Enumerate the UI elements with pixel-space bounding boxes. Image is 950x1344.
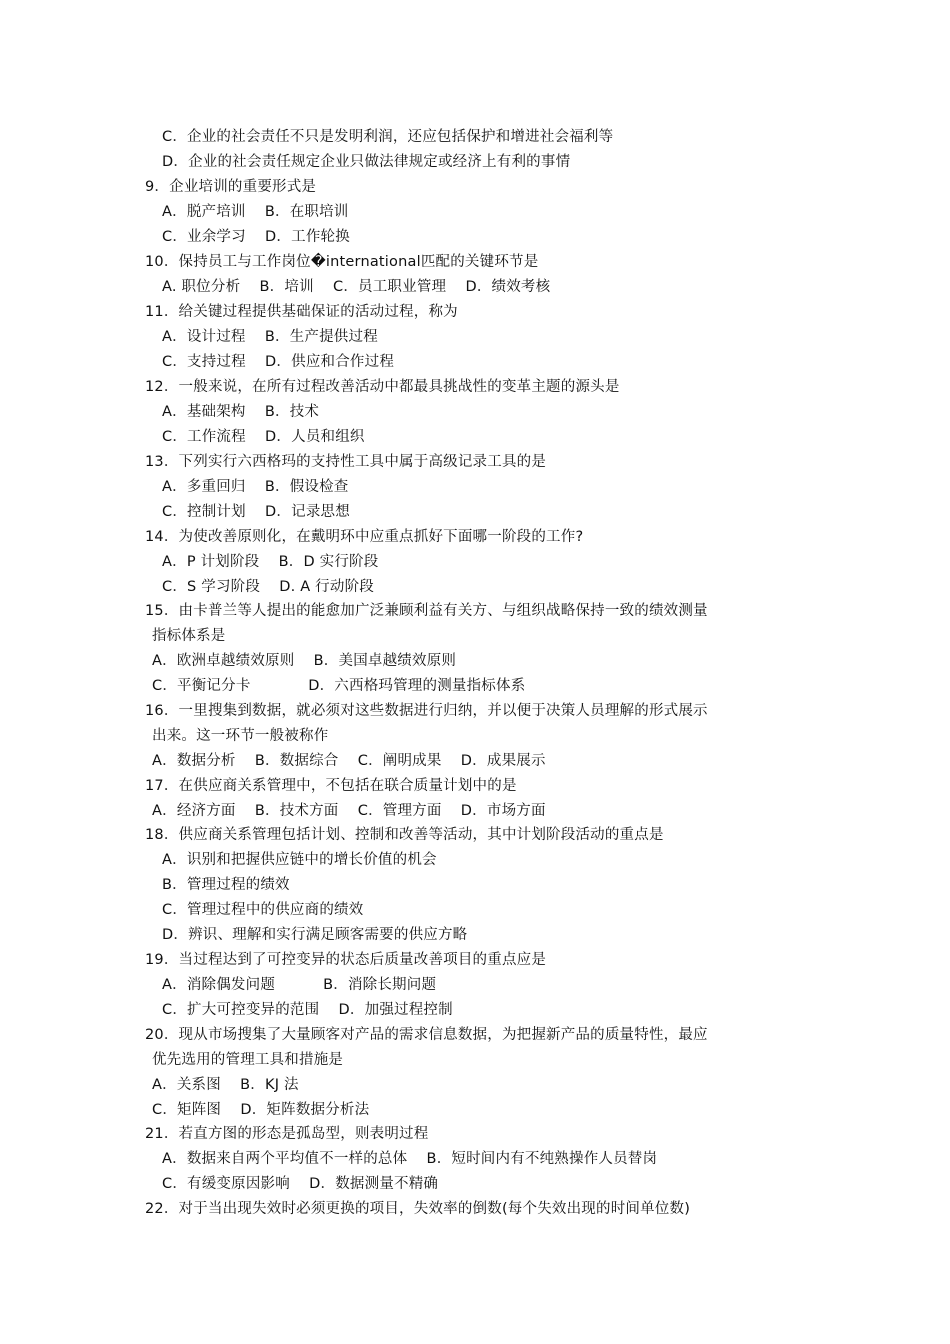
- option-18b: B．管理过程的绩效: [162, 877, 290, 893]
- options-16: A．数据分析 B．数据综合 C．阐明成果 D．成果展示: [152, 753, 546, 769]
- question-15: 15．由卡普兰等人提出的能愈加广泛兼顾利益有关方、与组织战略保持一致的绩效测量: [145, 603, 708, 619]
- options-13-ab: A．多重回归 B．假设检查: [162, 479, 349, 495]
- options-9-ab: A．脱产培训 B．在职培训: [162, 204, 349, 220]
- options-19-ab: A．消除偶发问题 B．消除长期问题: [162, 977, 437, 993]
- option-8d: D．企业的社会责任规定企业只做法律规定或经济上有利的事情: [162, 154, 571, 170]
- options-17: A．经济方面 B．技术方面 C．管理方面 D．市场方面: [152, 803, 546, 819]
- options-14-cd: C．S 学习阶段 D. A 行动阶段: [162, 579, 374, 595]
- options-19-cd: C．扩大可控变异的范围 D．加强过程控制: [162, 1002, 453, 1018]
- option-18a: A．识别和把握供应链中的增长价值的机会: [162, 852, 437, 868]
- question-18: 18．供应商关系管理包括计划、控制和改善等活动，其中计划阶段活动的重点是: [145, 827, 664, 843]
- question-14: 14．为使改善原则化，在戴明环中应重点抓好下面哪一阶段的工作?: [145, 529, 584, 545]
- option-8c: C．企业的社会责任不只是发明利润，还应包括保护和增进社会福利等: [162, 129, 614, 145]
- question-11: 11．给关键过程提供基础保证的活动过程，称为: [145, 304, 458, 320]
- options-11-cd: C．支持过程 D．供应和合作过程: [162, 354, 395, 370]
- options-14-ab: A．P 计划阶段 B．D 实行阶段: [162, 554, 379, 570]
- question-19: 19．当过程达到了可控变异的状态后质量改善项目的重点应是: [145, 952, 547, 968]
- question-22: 22．对于当出现失效时必须更换的项目，失效率的倒数(每个失效出现的时间单位数): [145, 1201, 691, 1217]
- options-21-cd: C．有缓变原因影响 D．数据测量不精确: [162, 1176, 439, 1192]
- options-20-ab: A．关系图 B．KJ 法: [152, 1077, 299, 1093]
- options-11-ab: A．设计过程 B．生产提供过程: [162, 329, 378, 345]
- options-15-ab: A．欧洲卓越绩效原则 B．美国卓越绩效原则: [152, 653, 457, 669]
- question-21: 21．若直方图的形态是孤岛型，则表明过程: [145, 1126, 429, 1142]
- options-15-cd: C．平衡记分卡 D．六西格玛管理的测量指标体系: [152, 678, 526, 694]
- options-20-cd: C．矩阵图 D．矩阵数据分析法: [152, 1102, 370, 1118]
- options-12-ab: A．基础架构 B．技术: [162, 404, 320, 420]
- question-17: 17．在供应商关系管理中，不包括在联合质量计划中的是: [145, 778, 517, 794]
- question-10: 10．保持员工与工作岗位�international匹配的关键环节是: [145, 254, 539, 270]
- option-18d: D．辨识、理解和实行满足顾客需要的供应方略: [162, 927, 468, 943]
- option-18c: C．管理过程中的供应商的绩效: [162, 902, 364, 918]
- question-20: 20．现从市场搜集了大量顾客对产品的需求信息数据，为把握新产品的质量特性，最应: [145, 1027, 708, 1043]
- question-16: 16．一里搜集到数据，就必须对这些数据进行归纳，并以便于决策人员理解的形式展示: [145, 703, 708, 719]
- question-9: 9．企业培训的重要形式是: [145, 179, 317, 195]
- options-9-cd: C．业余学习 D．工作轮换: [162, 229, 350, 245]
- options-21-ab: A．数据来自两个平均值不一样的总体 B．短时间内有不纯熟操作人员替岗: [162, 1151, 658, 1167]
- question-12: 12．一般来说，在所有过程改善活动中都最具挑战性的变革主题的源头是: [145, 379, 620, 395]
- options-12-cd: C．工作流程 D．人员和组织: [162, 429, 365, 445]
- question-15-cont: 指标体系是: [152, 628, 226, 644]
- options-13-cd: C．控制计划 D．记录思想: [162, 504, 350, 520]
- options-10: A. 职位分析 B．培训 C．员工职业管理 D．绩效考核: [162, 279, 551, 295]
- question-20-cont: 优先选用的管理工具和措施是: [152, 1052, 344, 1068]
- question-16-cont: 出来。这一环节一般被称作: [152, 728, 329, 744]
- question-13: 13．下列实行六西格玛的支持性工具中属于高级记录工具的是: [145, 454, 547, 470]
